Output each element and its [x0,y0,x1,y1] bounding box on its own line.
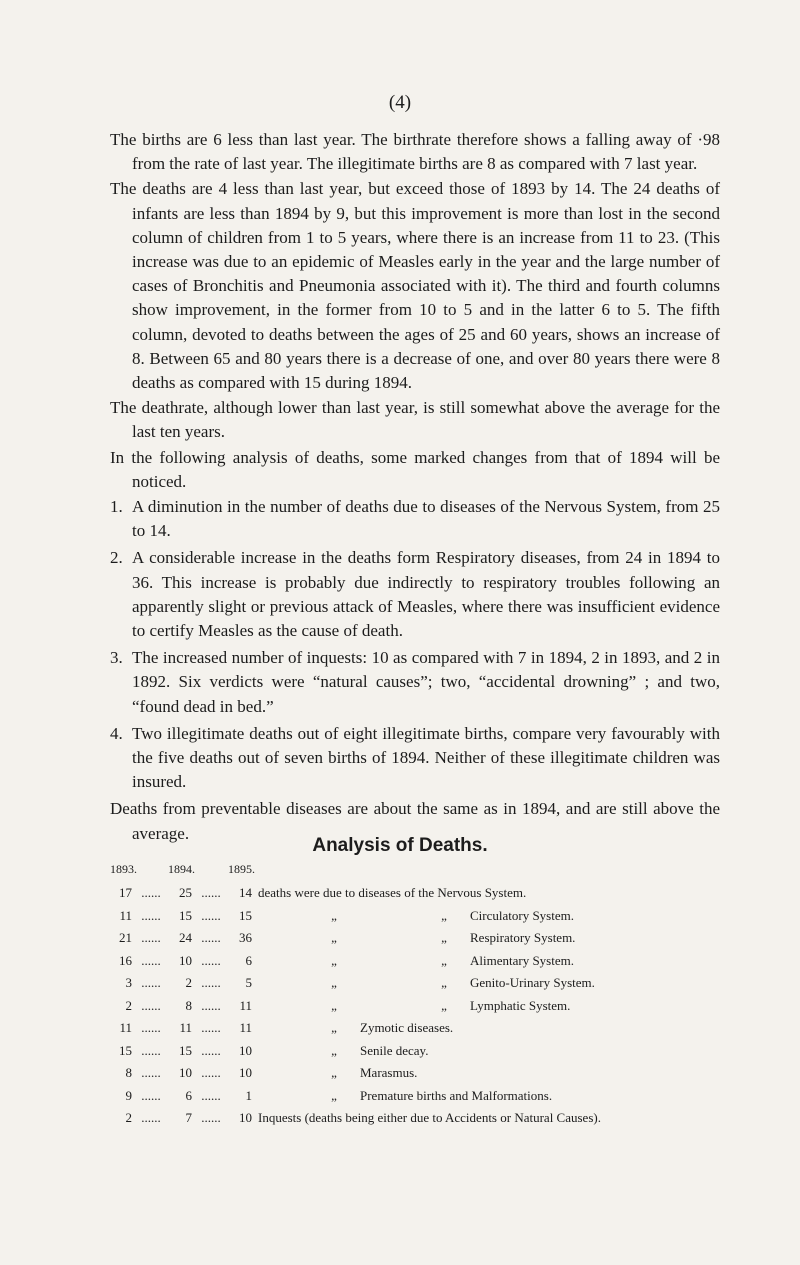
ditto-mark: „ [331,907,337,923]
paragraph-analysis-intro: In the following analysis of deaths, some marked changes from that of 1894 will be noticed. [110,447,720,491]
value-1895: 15 [239,907,252,923]
dot-leader: ...... [201,907,221,923]
cause-description [258,885,526,901]
ditto-mark: „ [331,1042,337,1058]
value-1893: 15 [119,1042,132,1058]
analysis-title: Analysis of Deaths. [312,835,488,856]
value-1894: 2 [185,975,192,991]
dot-leader: ...... [141,952,161,968]
item-number: 3. [110,648,123,668]
cause-description [258,1043,428,1059]
cause-text: Zymotic diseases. [360,1020,454,1036]
value-1893: 8 [125,1065,132,1081]
system-name: Genito-Urinary System. [470,975,595,991]
cause-description [258,1020,453,1036]
dot-leader: ...... [201,1065,221,1081]
value-1893: 2 [125,1110,132,1126]
ditto-mark: „ [331,1087,337,1103]
ditto-mark: „ [331,930,337,946]
value-1893: 17 [119,885,132,901]
dot-leader: ...... [141,930,161,946]
dot-leader: ...... [201,1110,221,1126]
value-1895: 5 [245,975,252,991]
paragraph-closing: Deaths from preventable diseases are about the same as in 1894, and are still above the average. [110,799,720,843]
system-name: Respiratory System. [470,930,576,946]
value-1893: 21 [119,930,132,946]
ditto-mark: „ [441,997,447,1013]
value-1895: 10 [239,1110,252,1126]
cause-description [258,1110,601,1126]
dot-leader: ...... [201,997,221,1013]
cause-description [258,930,575,946]
table-row [110,1017,730,1040]
cause-description [258,975,595,991]
cause-text: deaths were due to diseases of the Nervous System. [258,885,527,901]
table-row [110,927,730,950]
header-1894: 1894. [168,862,195,876]
cause-text: Marasmus. [360,1065,418,1081]
value-1895: 14 [239,885,252,901]
system-name: Circulatory System. [470,907,574,923]
cause-text: Senile decay. [360,1042,429,1058]
ditto-mark: „ [441,975,447,991]
table-row [110,1107,730,1130]
table-row [110,1040,730,1063]
cause-text: Inquests (deaths being either due to Accidents or Natural Causes). [258,1110,601,1126]
paragraph-births: The births are 6 less than last year. The birthrate therefore shows a falling away of ·98 from the rate of last year. The illegitimate births are 8 as compared with 7 last year. [110,130,720,174]
item-number: 1. [110,497,123,517]
value-1894: 24 [179,930,192,946]
page-number: (4) [388,92,412,113]
list-item [110,546,720,643]
header-1895: 1895. [228,862,255,876]
dot-leader: ...... [201,1087,221,1103]
value-1894: 15 [179,1042,192,1058]
list-item [110,646,720,719]
list-item [110,495,720,543]
table-row [110,995,730,1018]
ditto-mark: „ [331,997,337,1013]
value-1893: 11 [119,1020,132,1036]
dot-leader: ...... [141,975,161,991]
ditto-mark: „ [331,1020,337,1036]
paragraph-deathrate: The deathrate, although lower than last year, is still somewhat above the average for the last ten years. [110,398,720,442]
dot-leader: ...... [141,1065,161,1081]
header-1893: 1893. [110,862,137,876]
dot-leader: ...... [201,1020,221,1036]
value-1895: 11 [239,1020,252,1036]
system-name: Lymphatic System. [470,997,571,1013]
dot-leader: ...... [141,907,161,923]
dot-leader: ...... [141,1020,161,1036]
value-1895: 1 [245,1087,252,1103]
ditto-mark: „ [441,952,447,968]
table-row [110,1062,730,1085]
table-row [110,950,730,973]
ditto-mark: „ [331,1065,337,1081]
value-1895: 6 [245,952,252,968]
dot-leader: ...... [141,1110,161,1126]
cause-description [258,1088,552,1104]
cause-text: Premature births and Malformations. [360,1087,553,1103]
table-row [110,882,730,905]
dot-leader: ...... [141,1087,161,1103]
value-1893: 11 [119,907,132,923]
value-1893: 2 [125,997,132,1013]
value-1894: 7 [185,1110,192,1126]
item-number: 2. [110,548,123,568]
value-1894: 8 [185,997,192,1013]
value-1894: 25 [179,885,192,901]
dot-leader: ...... [201,930,221,946]
dot-leader: ...... [141,1042,161,1058]
cause-description [258,1065,417,1081]
table-header [110,862,730,882]
item-text: A considerable increase in the deaths form Respiratory diseases, from 24 in 1894 to 36. This increase is probably due indirectly to respiratory troubles following an apparently slight or previous attack of Measles, where there was insufficient evidence to certify Measles as the cause of death. [132,548,720,641]
ditto-mark: „ [331,975,337,991]
ditto-mark: „ [331,952,337,968]
table-row [110,972,730,995]
item-text: The increased number of inquests: 10 as compared with 7 in 1894, 2 in 1893, and 2 in 1892. Six verdicts were “natural causes”; two, “accidental drowning” ; and two, “found dead in bed.” [132,648,720,716]
dot-leader: ...... [201,952,221,968]
value-1895: 10 [239,1065,252,1081]
value-1895: 36 [239,930,252,946]
value-1893: 3 [125,975,132,991]
system-name: Alimentary System. [470,952,574,968]
dot-leader: ...... [141,885,161,901]
item-text: Two illegitimate deaths out of eight illegitimate births, compare very favourably with the five deaths out of seven births of 1894. Neither of these illegitimate children was insured. [132,723,720,792]
table-row [110,1085,730,1108]
item-text: A diminution in the number of deaths due to diseases of the Nervous System, from 25 to 14. [132,497,720,541]
cause-description [258,908,574,924]
analysis-table [110,862,730,1130]
item-number: 4. [110,723,123,743]
value-1894: 10 [179,952,192,968]
value-1895: 11 [239,997,252,1013]
dot-leader: ...... [201,1042,221,1058]
value-1893: 9 [125,1087,132,1103]
table-body [110,882,730,1130]
list-item [110,722,720,795]
value-1894: 11 [179,1020,192,1036]
dot-leader: ...... [141,997,161,1013]
body-text [110,128,720,847]
cause-description [258,953,574,969]
ditto-mark: „ [441,907,447,923]
value-1894: 6 [185,1087,192,1103]
cause-description [258,998,570,1014]
dot-leader: ...... [201,975,221,991]
dot-leader: ...... [201,885,221,901]
value-1894: 10 [179,1065,192,1081]
paragraph-deaths: The deaths are 4 less than last year, but exceed those of 1893 by 14. The 24 deaths of infants are less than 1894 by 9, but this improvement is more than lost in the second column of children from 1 to 5 years, where there is an increase from 11 to 23. (This increase was due to an epidemic of Measles early in the year and the large number of cases of Bronchitis and Pneumonia associated with it). The third and fourth columns show improvement, in the former from 10 to 5 and in the latter 6 to 5. The fifth column, devoted to deaths between the ages of 25 and 60 years, shows an increase of 8. Between 65 and 80 years there is a decrease of one, and over 80 years there were 8 deaths as compared with 15 during 1894. [110,179,720,393]
value-1893: 16 [119,952,132,968]
value-1895: 10 [239,1042,252,1058]
table-row [110,905,730,928]
value-1894: 15 [179,907,192,923]
ditto-mark: „ [441,930,447,946]
